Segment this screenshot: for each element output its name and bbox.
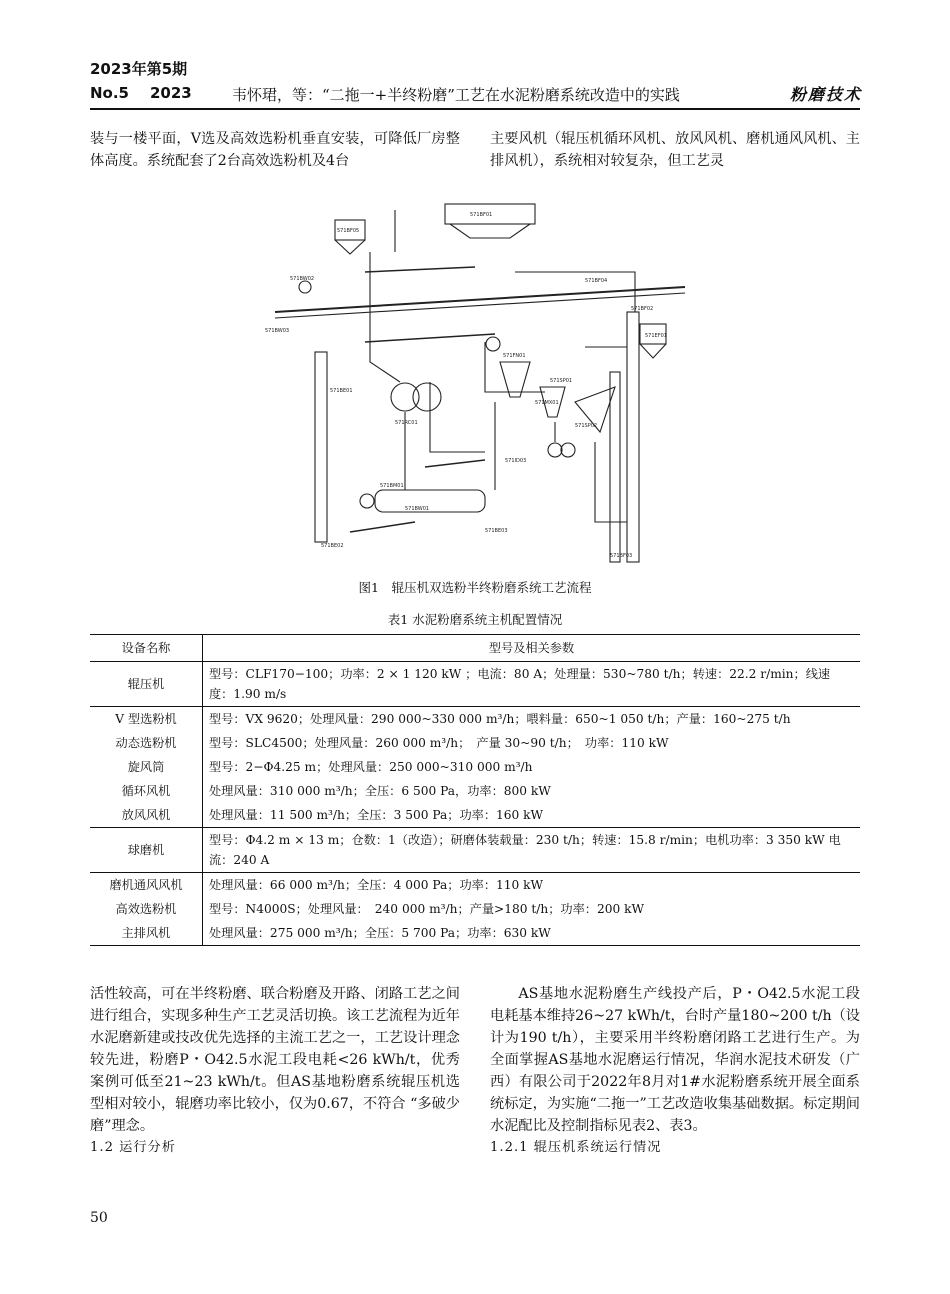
paragraph-text: 活性较高，可在半终粉磨、联合粉磨及开路、闭路工艺之间进行组合，实现多种生产工艺灵活切换。该工艺流程为近年水泥磨新建或技改优先选择的主流工艺之一，工艺设计理念较先进，粉磨P・O42.5水泥工段电耗<26 kWh/t，优秀案例可低至21~23 kWh/t。但AS基地粉磨系统辊压机选型相对较小，辊磨功率比较小，仅为0.67，不符合 “多破少磨”理念。 (90, 986, 460, 1134)
diagram-label: 571BM01 (380, 483, 404, 489)
diagram-label: 571BE02 (321, 543, 344, 549)
equipment-spec: 处理风量：66 000 m³/h；全压：4 000 Pa；功率：110 kW (209, 878, 544, 892)
diagram-label: 571BW01 (405, 506, 430, 512)
figure-caption: 图1 辊压机双选粉半终粉磨系统工艺流程 (358, 580, 592, 595)
equipment-name: 放风风机 (90, 803, 203, 828)
diagram-label: 571BF02 (631, 306, 654, 312)
diagram-label: 571RC01 (395, 420, 418, 426)
equipment-spec: 型号：VX 9620；处理风量：290 000~330 000 m³/h；喂料量：650~1 050 t/h；产量：160~275 t/h (209, 712, 791, 726)
subsection-heading: 1.2.1 辊压机系统运行情况 (490, 1140, 662, 1155)
equipment-spec: 处理风量：310 000 m³/h；全压：6 500 Pa，功率：800 kW (209, 784, 551, 798)
table-row (90, 707, 860, 732)
table-row (90, 779, 860, 803)
table-row (90, 897, 860, 921)
equipment-spec: 型号：2−Φ4.25 m；处理风量：250 000~310 000 m³/h (209, 760, 533, 774)
table-row (90, 755, 860, 779)
issue-year: 2023 (150, 84, 192, 102)
equipment-name: 球磨机 (90, 828, 203, 873)
diagram-label: 571SP02 (575, 423, 598, 429)
ball-mill (375, 490, 485, 512)
table-row (90, 828, 860, 873)
diagram-label: 571FN01 (503, 353, 526, 359)
section-heading: 1.2 运行分析 (90, 1140, 176, 1155)
diagram-label: 571BF03 (610, 553, 633, 559)
table-row (90, 873, 860, 898)
table-header: 设备名称 (90, 635, 203, 662)
table-row (90, 662, 860, 707)
header-rule (90, 108, 860, 110)
equipment-name: 动态选粉机 (90, 731, 203, 755)
body-text-top-left: 装与一楼平面，V选及高效选粉机垂直安装，可降低厂房整体高度。系统配套了2台高效选粉机及4台 (90, 131, 460, 169)
paragraph-text: AS基地水泥粉磨生产线投产后，P・O42.5水泥工段电耗基本维持26~27 kWh/t，台时产量180~200 t/h（设计为190 t/h），主要采用半终粉磨闭路工艺进行生产。为全面掌握AS基地水泥磨运行情况，华润水泥技术研发（广西）有限公司于2022年8月对1#水泥粉磨系统开展全面系统标定，为实施“二拖一”工艺改造收集基础数据。标定期间水泥配比及控制指标见表2、表3。 (490, 986, 860, 1134)
process-flow-diagram (255, 192, 695, 564)
table-header: 型号及相关参数 (203, 635, 861, 662)
table-row (90, 921, 860, 946)
journal-issue: 2023年第5期 (90, 60, 188, 78)
diagram-label: 571ID03 (505, 458, 527, 464)
diagram-label: 571BW02 (290, 276, 315, 282)
equipment-spec: 处理风量：11 500 m³/h；全压：3 500 Pa；功率：160 kW (203, 803, 861, 828)
body-paragraph-left (90, 983, 460, 1159)
table-row (90, 803, 860, 828)
equipment-name: 磨机通风风机 (90, 873, 203, 898)
equipment-name: 主排风机 (90, 921, 203, 946)
issue-number: No.5 (90, 84, 129, 102)
body-text-top-right: 主要风机（辊压机循环风机、放风风机、磨机通风风机、主排风机），系统相对较复杂，但工艺灵 (490, 131, 860, 169)
equipment-spec: 型号：N4000S；处理风量： 240 000 m³/h；产量>180 t/h；功率：200 kW (209, 902, 645, 916)
equipment-name: 旋风筒 (90, 755, 203, 779)
table-caption: 表1 水泥粉磨系统主机配置情况 (387, 612, 563, 627)
equipment-name: 循环风机 (90, 779, 203, 803)
diagram-label: 571BW03 (265, 328, 290, 334)
diagram-label: 571MX01 (535, 400, 559, 406)
running-title: 韦怀珺，等：“二拖一+半终粉磨”工艺在水泥粉磨系统改造中的实践 (232, 86, 680, 104)
roller-press (391, 383, 419, 411)
diagram-label: 571BF01 (470, 212, 493, 218)
diagram-label: 571SP01 (550, 378, 573, 384)
fan-icon (486, 337, 500, 351)
body-paragraph-right (490, 983, 860, 1159)
bucket-elevator-right (627, 312, 639, 562)
diagram-label: 571BE01 (330, 388, 353, 394)
bucket-elevator-left (315, 352, 327, 542)
table-row (90, 731, 860, 755)
equipment-config-table (90, 634, 860, 946)
equipment-spec: 型号：SLC4500；处理风量：260 000 m³/h； 产量 30~90 t/h； 功率：110 kW (209, 736, 669, 750)
equipment-name: 高效选粉机 (90, 897, 203, 921)
journal-name: 粉磨技术 (790, 85, 863, 104)
diagram-label: 571BF04 (585, 278, 608, 284)
equipment-name: V 型选粉机 (90, 707, 203, 732)
diagram-label: 571BE03 (485, 528, 508, 534)
diagram-label: 571BF05 (337, 228, 360, 234)
equipment-spec: 型号：CLF170−100；功率：2 × 1 120 kW ；电流：80 A；处理量：530~780 t/h；转速：22.2 r/min；线速度：1.90 m/s (203, 662, 861, 707)
page-number: 50 (90, 1210, 108, 1226)
diagram-label: 571EF01 (645, 333, 667, 339)
equipment-name: 辊压机 (90, 662, 203, 707)
equipment-spec: 型号：Φ4.2 m × 13 m；仓数：1（改造）；研磨体装载量：230 t/h；转速：15.8 r/min；电机功率：3 350 kW 电流：240 A (203, 828, 861, 873)
equipment-spec: 处理风量：275 000 m³/h；全压：5 700 Pa；功率：630 kW (203, 921, 861, 946)
main-belt-conveyor (275, 287, 685, 312)
